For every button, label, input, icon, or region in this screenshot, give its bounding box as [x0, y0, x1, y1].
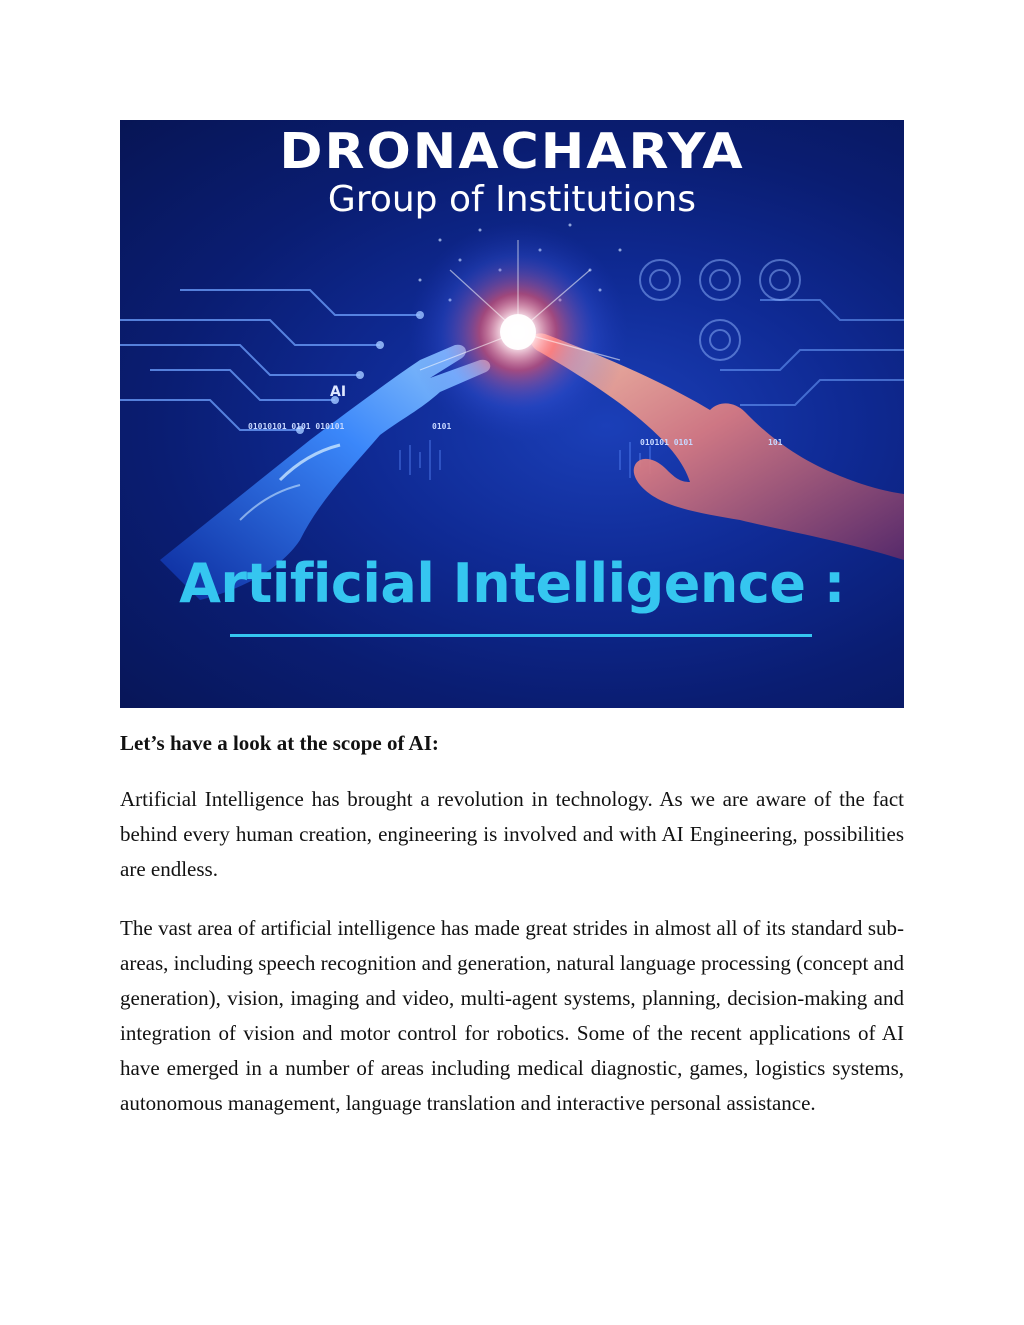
binary-code-left: 01010101 0101 010101 [248, 422, 345, 431]
binary-code-mid: 0101 [432, 422, 452, 431]
dronacharya-logo-text: DRONACHARYA [279, 123, 745, 181]
paragraph-intro: Artificial Intelligence has brought a revolution in technology. As we are aware of the fact behind every human creation, engineering is involved and with AI Engineering, possibilities are endless. [120, 787, 904, 881]
binary-code-right: 010101 0101 [640, 438, 693, 447]
banner-title: Artificial Intelligence : [179, 552, 845, 615]
logo-subtitle: Group of Institutions [327, 179, 697, 220]
section-heading: Let’s have a look at the scope of AI: [120, 731, 439, 755]
banner-title-underline [230, 634, 812, 637]
binary-code-far-right: 101 [768, 438, 783, 447]
paragraph-scope: The vast area of artificial intelligence has made great strides in almost all of its standard sub-areas, including speech recognition and generation, natural language processing (concept and generation), vision, imaging and video, multi-agent systems, planning, decision-making and integration of vision and motor control for robotics. Some of the recent applications of AI have emerged in a number of areas including medical diagnostic, games, logistics systems, autonomous management, language translation and interactive personal assistance. [120, 916, 904, 1115]
ai-tag-label: AI [330, 384, 347, 400]
ai-banner-image [120, 120, 904, 708]
